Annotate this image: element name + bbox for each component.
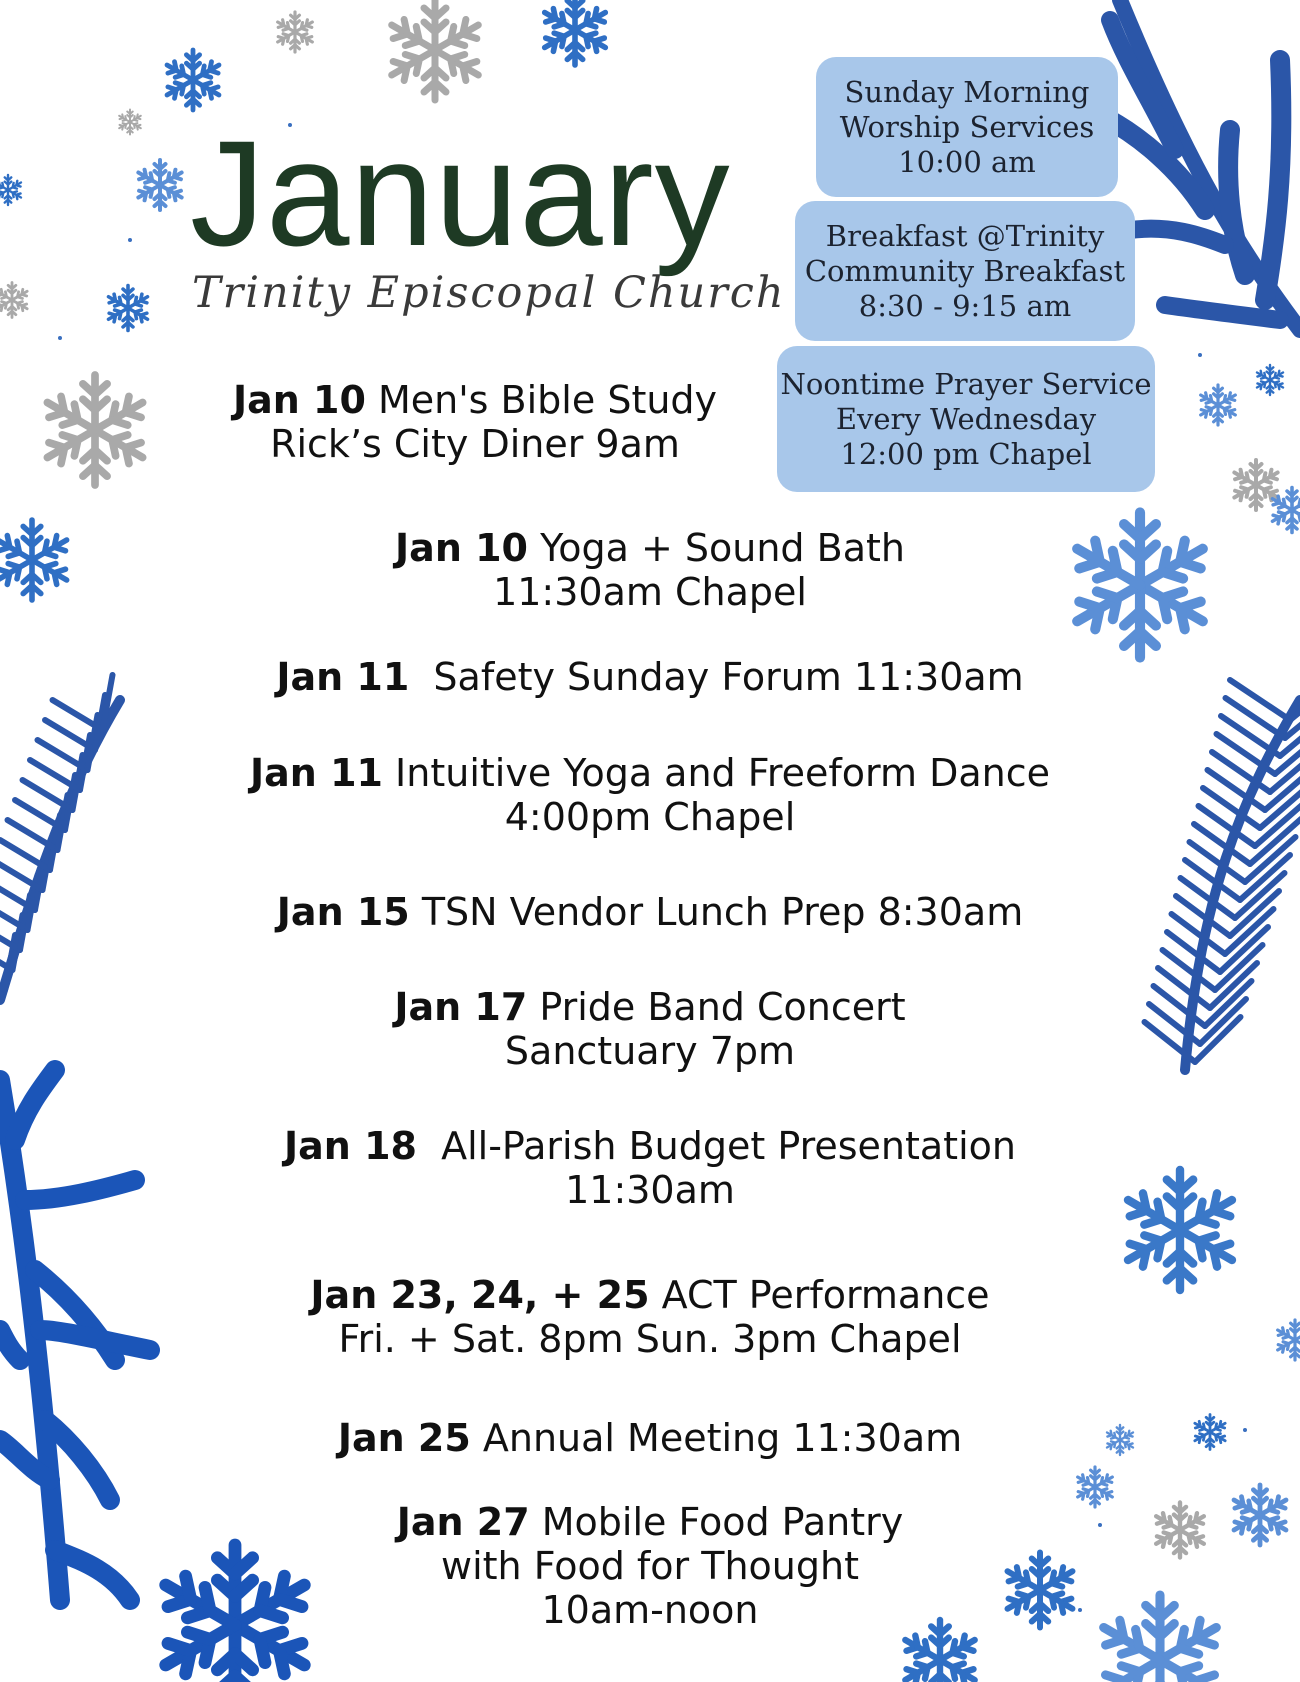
event-item bbox=[200, 890, 1100, 934]
info-box-line: Sunday Morning bbox=[844, 74, 1090, 109]
event-item bbox=[200, 1124, 1100, 1212]
event-title: Mobile Food Pantry bbox=[529, 1500, 904, 1544]
info-box-line: 8:30 - 9:15 am bbox=[858, 288, 1072, 323]
event-title: All-Parish Budget Presentation bbox=[416, 1124, 1016, 1168]
event-title: Safety Sunday Forum 11:30am bbox=[409, 655, 1024, 699]
event-item bbox=[200, 751, 1100, 839]
event-detail: with Food for Thought bbox=[441, 1544, 859, 1588]
event-detail: Rick’s City Diner 9am bbox=[270, 422, 680, 466]
event-date: Jan 10 bbox=[232, 378, 366, 422]
event-date: Jan 23, 24, + 25 bbox=[310, 1273, 650, 1317]
event-detail: Fri. + Sat. 8pm Sun. 3pm Chapel bbox=[338, 1317, 962, 1361]
event-detail: 4:00pm Chapel bbox=[504, 795, 796, 839]
info-box-line: Worship Services bbox=[839, 109, 1095, 144]
event-item bbox=[200, 1273, 1100, 1361]
info-box-line: 10:00 am bbox=[898, 144, 1036, 179]
event-title: ACT Performance bbox=[649, 1273, 990, 1317]
event-item bbox=[200, 655, 1100, 699]
event-item bbox=[200, 378, 750, 466]
event-detail: 11:30am Chapel bbox=[493, 570, 807, 614]
event-detail: 10am-noon bbox=[541, 1588, 759, 1632]
event-title: Intuitive Yoga and Freeform Dance bbox=[382, 751, 1050, 795]
event-date: Jan 10 bbox=[395, 526, 528, 570]
event-item bbox=[200, 1416, 1100, 1460]
page-title: January bbox=[190, 109, 731, 277]
info-box-line: Breakfast @Trinity bbox=[825, 218, 1105, 253]
info-box-breakfast bbox=[795, 201, 1135, 341]
event-date: Jan 27 bbox=[396, 1500, 530, 1544]
event-date: Jan 17 bbox=[394, 985, 528, 1029]
event-detail: Sanctuary 7pm bbox=[504, 1029, 796, 1073]
event-title: Annual Meeting 11:30am bbox=[470, 1416, 963, 1460]
info-box-line: 12:00 pm Chapel bbox=[840, 436, 1092, 471]
event-item bbox=[300, 1500, 1000, 1632]
event-item bbox=[300, 526, 1000, 614]
event-title: TSN Vendor Lunch Prep 8:30am bbox=[409, 890, 1024, 934]
coral-branch-bottom-left bbox=[0, 1070, 150, 1600]
church-name-subtitle: Trinity Episcopal Church bbox=[192, 268, 786, 318]
info-box-noontime-prayer bbox=[777, 346, 1155, 492]
event-date: Jan 11 bbox=[250, 751, 383, 795]
event-date: Jan 11 bbox=[276, 655, 410, 699]
event-item bbox=[300, 985, 1000, 1073]
event-title: Men's Bible Study bbox=[365, 378, 718, 422]
event-title: Yoga + Sound Bath bbox=[527, 526, 905, 570]
event-detail: 11:30am bbox=[565, 1168, 735, 1212]
event-date: Jan 15 bbox=[276, 890, 410, 934]
info-box-line: Every Wednesday bbox=[835, 401, 1097, 436]
event-title: Pride Band Concert bbox=[527, 985, 906, 1029]
info-box-line: Community Breakfast bbox=[804, 253, 1126, 288]
info-box-sunday-worship bbox=[816, 57, 1118, 197]
event-date: Jan 18 bbox=[284, 1124, 417, 1168]
event-date: Jan 25 bbox=[337, 1416, 471, 1460]
info-box-line: Noontime Prayer Service bbox=[780, 366, 1152, 401]
